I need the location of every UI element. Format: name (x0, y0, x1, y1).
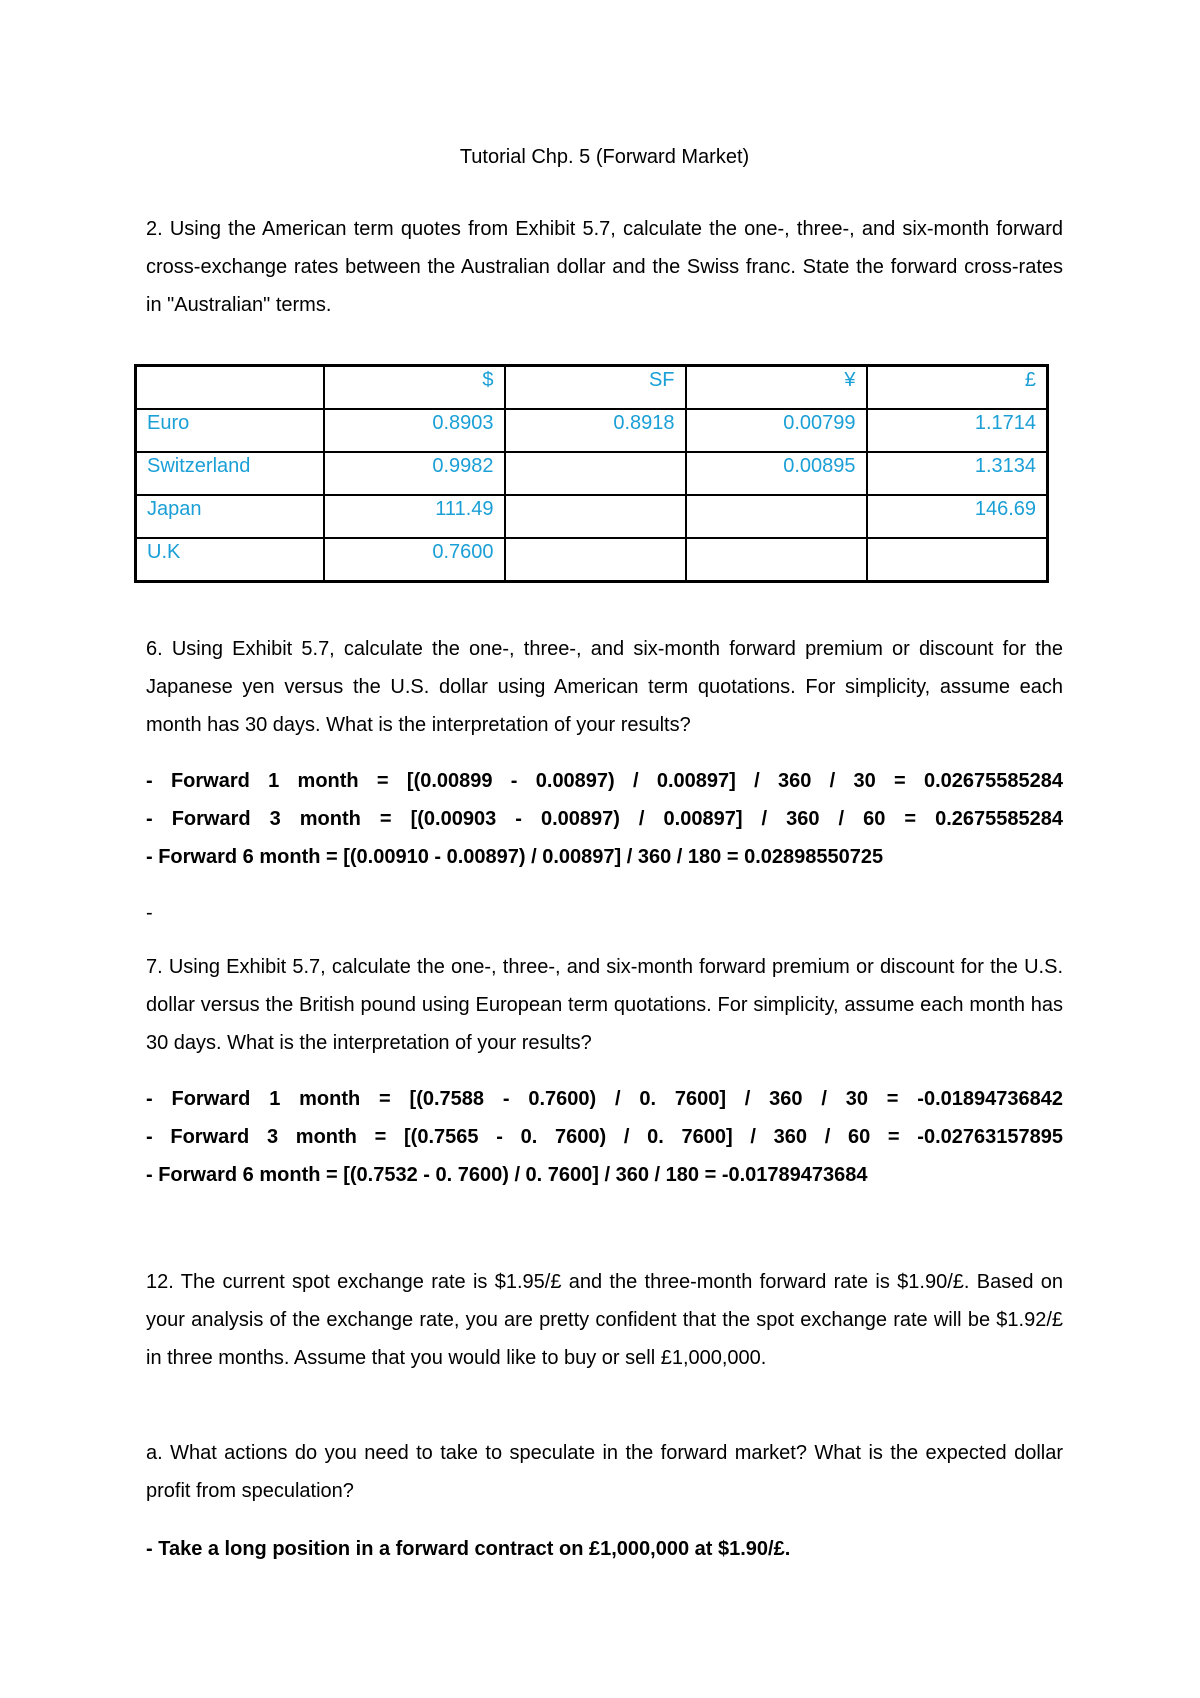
table-cell (505, 538, 686, 582)
table-cell: Japan (136, 495, 324, 538)
table-cell: 1.3134 (867, 452, 1048, 495)
question-7: 7. Using Exhibit 5.7, calculate the one-, three-, and six-month forward premium or discount for the U.S. dollar versus the British pound using European term quotations. For simplicity, assume each month has 30 days. What is the interpretation of your results? (146, 956, 1063, 1054)
table-header-cell: $ (324, 366, 505, 410)
table-cell: 0.9982 (324, 452, 505, 495)
table-cell (686, 495, 867, 538)
table-cell: 1.1714 (867, 409, 1048, 452)
question-2: 2. Using the American term quotes from Exhibit 5.7, calculate the one-, three-, and six-month forward cross-exchange rates between the Australian dollar and the Swiss franc. State the forward cross-rates in "Australian" terms. (146, 218, 1063, 316)
table-cell: 146.69 (867, 495, 1048, 538)
table-header-row (136, 366, 1048, 410)
question-12-part-a: a. What actions do you need to take to speculate in the forward market? What is the expected dollar profit from speculation? (146, 1442, 1063, 1502)
q6-answer-3: - Forward 6 month = [(0.00910 - 0.00897) / 0.00897] / 360 / 180 = 0.02898550725 (146, 846, 884, 868)
table-header-cell: ¥ (686, 366, 867, 410)
table-cell (686, 538, 867, 582)
page-title: Tutorial Chp. 5 (Forward Market) (459, 146, 750, 168)
table-row (136, 452, 1048, 495)
table-cell: 0.8918 (505, 409, 686, 452)
table-cell: 0.7600 (324, 538, 505, 582)
table-header-cell: £ (867, 366, 1048, 410)
table-cell: 0.8903 (324, 409, 505, 452)
q6-answer-1: - Forward 1 month = [(0.00899 - 0.00897) / 0.00897] / 360 / 30 = 0.02675585284 (146, 770, 1063, 792)
q6-dash: - (146, 902, 153, 924)
table-cell (505, 452, 686, 495)
question-12: 12. The current spot exchange rate is $1.95/£ and the three-month forward rate is $1.90/£. Based on your analysis of the exchange rate, you are pretty confident that the spot exchange rate will be $1.92/£ in three months. Assume that you would like to buy or sell £1,000,000. (146, 1271, 1063, 1369)
table-header-cell (136, 366, 324, 410)
table-row (136, 409, 1048, 452)
table-header-cell: SF (505, 366, 686, 410)
table-cell: 111.49 (324, 495, 505, 538)
exchange-rate-table (134, 364, 1049, 583)
q7-answer-2: - Forward 3 month = [(0.7565 - 0. 7600) / 0. 7600] / 360 / 60 = -0.02763157895 (146, 1126, 1063, 1148)
q7-answer-1: - Forward 1 month = [(0.7588 - 0.7600) / 0. 7600] / 360 / 30 = -0.01894736842 (146, 1088, 1063, 1110)
table-cell: U.K (136, 538, 324, 582)
table-cell: Euro (136, 409, 324, 452)
table-row (136, 495, 1048, 538)
table-cell (505, 495, 686, 538)
table-cell: 0.00895 (686, 452, 867, 495)
table-cell: 0.00799 (686, 409, 867, 452)
q12-answer-a: - Take a long position in a forward contract on £1,000,000 at $1.90/£. (146, 1538, 791, 1560)
table-row (136, 538, 1048, 582)
question-6: 6. Using Exhibit 5.7, calculate the one-, three-, and six-month forward premium or discount for the Japanese yen versus the U.S. dollar using American term quotations. For simplicity, assume each month has 30 days. What is the interpretation of your results? (146, 638, 1063, 736)
table-cell (867, 538, 1048, 582)
q7-answer-3: - Forward 6 month = [(0.7532 - 0. 7600) / 0. 7600] / 360 / 180 = -0.01789473684 (146, 1164, 868, 1186)
q6-answer-2: - Forward 3 month = [(0.00903 - 0.00897) / 0.00897] / 360 / 60 = 0.2675585284 (146, 808, 1063, 830)
table-cell: Switzerland (136, 452, 324, 495)
